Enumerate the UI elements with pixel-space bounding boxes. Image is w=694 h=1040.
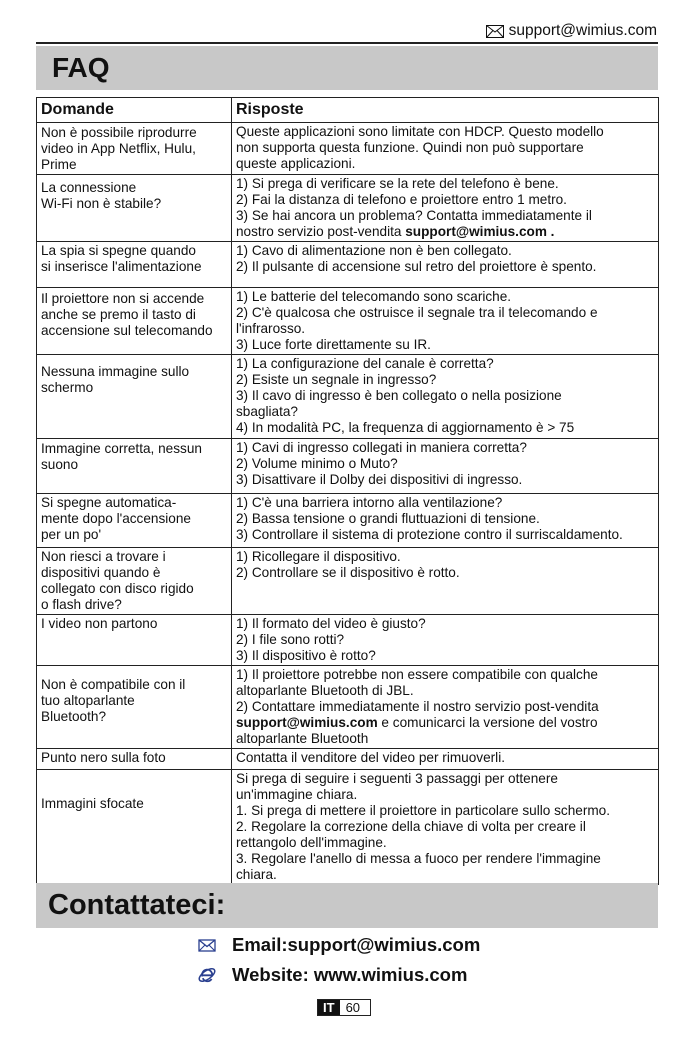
question-line: Prime xyxy=(41,157,77,172)
answer-line: 3. Regolare l'anello di messa a fuoco per rendere l'immagine xyxy=(236,851,601,866)
question-line: dispositivi quando è xyxy=(41,565,161,580)
support-email-link[interactable]: support@wimius.com . xyxy=(405,224,555,239)
contact-email-text[interactable]: Email:support@wimius.com xyxy=(232,934,481,955)
question-line: Punto nero sulla foto xyxy=(41,750,166,765)
header-email xyxy=(486,21,657,41)
language-code: IT xyxy=(318,1000,340,1015)
answer-line: altoparlante Bluetooth xyxy=(236,731,369,746)
answer-line: 1) Il proiettore potrebbe non essere compatibile con qualche xyxy=(236,667,598,682)
question-line: accensione sul telecomando xyxy=(41,323,213,338)
question-line: anche se premo il tasto di xyxy=(41,307,196,322)
question-line: Non è possibile riprodurre xyxy=(41,125,197,140)
table-row xyxy=(37,439,659,494)
answer-line: 2) Bassa tensione o grandi fluttuazioni di tensione. xyxy=(236,511,540,526)
answer-line: non supporta questa funzione. Quindi non può supportare xyxy=(236,140,584,155)
faq-table xyxy=(36,97,659,885)
answer-line: Contatta il venditore del video per rimuoverli. xyxy=(236,750,505,765)
answer-cell xyxy=(232,439,659,494)
question-line: per un po' xyxy=(41,527,102,542)
faq-title: FAQ xyxy=(36,46,658,90)
answer-line: 2) I file sono rotti? xyxy=(236,632,345,647)
answer-line xyxy=(236,224,655,240)
header-email-text[interactable]: support@wimius.com xyxy=(508,22,657,39)
column-header-answers: Risposte xyxy=(232,98,659,123)
answer-line: 1) Si prega di verificare se la rete del telefono è bene. xyxy=(236,176,559,191)
table-row xyxy=(37,355,659,439)
question-cell xyxy=(37,494,232,548)
question-cell xyxy=(37,355,232,439)
answer-cell xyxy=(232,615,659,666)
answer-line: 3) Se hai ancora un problema? Contatta immediatamente il xyxy=(236,208,592,223)
question-line: Nessuna immagine sullo xyxy=(41,364,190,379)
answer-line: 2) Esiste un segnale in ingresso? xyxy=(236,372,437,387)
question-line: Non riesci a trovare i xyxy=(41,549,166,564)
answer-line: 1) Le batterie del telecomando sono scariche. xyxy=(236,289,512,304)
question-line: Si spegne automatica- xyxy=(41,495,177,510)
question-line: Immagini sfocate xyxy=(41,796,144,811)
question-cell xyxy=(37,175,232,242)
column-header-questions: Domande xyxy=(37,98,232,123)
header-divider xyxy=(36,42,658,44)
question-cell xyxy=(37,288,232,355)
question-line: La connessione xyxy=(41,180,137,195)
answer-line: 3) Luce forte direttamente su IR. xyxy=(236,337,431,352)
question-cell xyxy=(37,548,232,615)
question-line: mente dopo l'accensione xyxy=(41,511,191,526)
question-cell xyxy=(37,439,232,494)
contact-website xyxy=(196,964,467,986)
question-line: La spia si spegne quando xyxy=(41,243,196,258)
contact-website-text[interactable]: Website: www.wimius.com xyxy=(232,964,468,985)
answer-line: l'infrarosso. xyxy=(236,321,306,336)
answer-line: 2) Volume minimo o Muto? xyxy=(236,456,398,471)
answer-cell xyxy=(232,123,659,175)
answer-line: chiara. xyxy=(236,867,277,882)
question-line: I video non partono xyxy=(41,616,158,631)
answer-line: sbagliata? xyxy=(236,404,298,419)
answer-line: un'immagine chiara. xyxy=(236,787,358,802)
table-header-row xyxy=(37,98,659,123)
question-line: o flash drive? xyxy=(41,597,122,612)
answer-text: nostro servizio post-vendita xyxy=(236,224,406,239)
answer-cell xyxy=(232,749,659,770)
answer-cell xyxy=(232,548,659,615)
envelope-icon xyxy=(486,25,504,38)
question-line: Wi-Fi non è stabile? xyxy=(41,196,162,211)
answer-line: 3) Disattivare il Dolby dei dispositivi di ingresso. xyxy=(236,472,523,487)
internet-explorer-icon xyxy=(196,964,218,986)
answer-line: 1) La configurazione del canale è corretta? xyxy=(236,356,494,371)
answer-line: 3) Il dispositivo è rotto? xyxy=(236,648,376,663)
contact-title: Contattateci: xyxy=(36,883,658,928)
table-row xyxy=(37,770,659,885)
answer-line: 1) Ricollegare il dispositivo. xyxy=(236,549,401,564)
answer-cell xyxy=(232,770,659,885)
question-line: Bluetooth? xyxy=(41,709,107,724)
answer-line: 3) Controllare il sistema di protezione contro il surriscaldamento. xyxy=(236,527,623,542)
question-line: Il proiettore non si accende xyxy=(41,291,205,306)
support-email-link[interactable]: support@wimius.com xyxy=(236,715,378,730)
answer-line: rettangolo dell'immagine. xyxy=(236,835,387,850)
question-cell xyxy=(37,770,232,885)
answer-line: queste applicazioni. xyxy=(236,156,356,171)
table-row xyxy=(37,615,659,666)
answer-line: 2) Il pulsante di accensione sul retro del proiettore è spento. xyxy=(236,259,597,274)
envelope-icon xyxy=(196,934,218,956)
answer-line: 1) C'è una barriera intorno alla ventilazione? xyxy=(236,495,503,510)
question-line: Immagine corretta, nessun xyxy=(41,441,202,456)
answer-line: 3) Il cavo di ingresso è ben collegato o nella posizione xyxy=(236,388,562,403)
answer-line: Si prega di seguire i seguenti 3 passaggi per ottenere xyxy=(236,771,558,786)
question-line: Non è compatibile con il xyxy=(41,677,186,692)
contact-email xyxy=(196,934,480,956)
table-row xyxy=(37,749,659,770)
question-cell xyxy=(37,242,232,288)
table-row xyxy=(37,242,659,288)
answer-line: 2) Contattare immediatamente il nostro servizio post-vendita xyxy=(236,699,599,714)
question-cell xyxy=(37,666,232,749)
question-cell xyxy=(37,123,232,175)
answer-cell xyxy=(232,666,659,749)
answer-line: 2) Controllare se il dispositivo è rotto. xyxy=(236,565,460,580)
answer-cell xyxy=(232,355,659,439)
question-line: si inserisce l'alimentazione xyxy=(41,259,202,274)
answer-cell xyxy=(232,288,659,355)
question-line: schermo xyxy=(41,380,94,395)
answer-line: 1. Si prega di mettere il proiettore in particolare sullo schermo. xyxy=(236,803,611,818)
table-row xyxy=(37,175,659,242)
answer-line: 1) Cavi di ingresso collegati in maniera corretta? xyxy=(236,440,527,455)
table-row xyxy=(37,548,659,615)
answer-line: 2. Regolare la correzione della chiave di volta per creare il xyxy=(236,819,586,834)
answer-line: 4) In modalità PC, la frequenza di aggiornamento è > 75 xyxy=(236,420,575,435)
answer-cell xyxy=(232,494,659,548)
table-row xyxy=(37,288,659,355)
answer-line: 2) C'è qualcosa che ostruisce il segnale tra il telecomando e xyxy=(236,305,598,320)
answer-line: altoparlante Bluetooth di JBL. xyxy=(236,683,414,698)
answer-line: 2) Fai la distanza di telefono e proiettore entro 1 metro. xyxy=(236,192,567,207)
question-line: tuo altoparlante xyxy=(41,693,135,708)
answer-line: 1) Il formato del video è giusto? xyxy=(236,616,426,631)
answer-cell xyxy=(232,175,659,242)
table-row xyxy=(37,123,659,175)
question-line: video in App Netflix, Hulu, xyxy=(41,141,196,156)
question-cell xyxy=(37,615,232,666)
page-number: 60 xyxy=(340,1000,370,1015)
question-cell xyxy=(37,749,232,770)
answer-text: e comunicarci la versione del vostro xyxy=(377,715,598,730)
answer-cell xyxy=(232,242,659,288)
question-line: collegato con disco rigido xyxy=(41,581,194,596)
page-number-badge xyxy=(317,999,371,1016)
answer-line: 1) Cavo di alimentazione non è ben collegato. xyxy=(236,243,512,258)
question-line: suono xyxy=(41,457,79,472)
table-row xyxy=(37,666,659,749)
answer-line xyxy=(236,715,655,731)
answer-line: Queste applicazioni sono limitate con HDCP. Questo modello xyxy=(236,124,604,139)
table-row xyxy=(37,494,659,548)
